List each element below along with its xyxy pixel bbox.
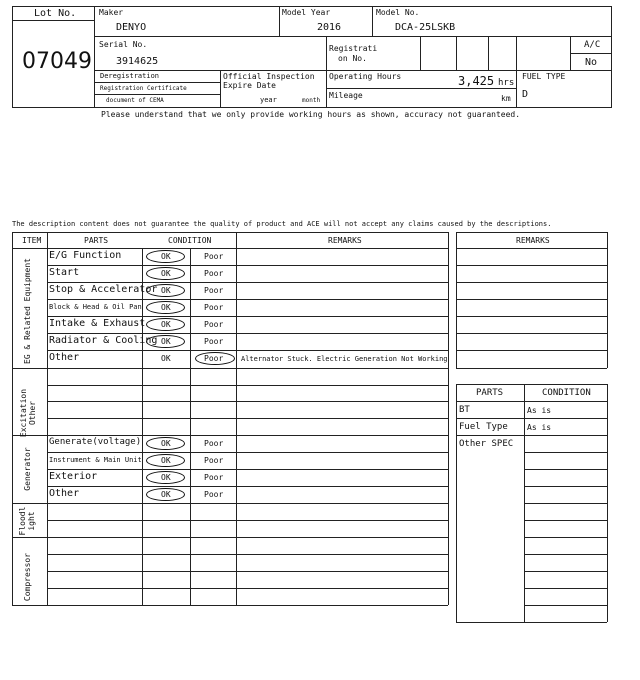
generator-part-label: Other [49, 488, 80, 499]
eg-part-label: Stop & Accelerator [49, 284, 158, 295]
generator-part-label: Exterior [49, 471, 98, 482]
poor-option: Poor [204, 320, 224, 329]
ok-selected-circle [146, 437, 185, 450]
ac-value: No [585, 57, 598, 68]
spec-part-bt: BT [459, 405, 470, 415]
eg-part-label: Other [49, 352, 80, 363]
hours-note: Please understand that we only provide working hours as shown, accuracy not guaranteed. [101, 110, 521, 119]
section-excitation-label: Excitation Other [19, 388, 37, 438]
cema-document-label: document of CEMA [106, 97, 164, 104]
ok-selected-circle [146, 267, 185, 280]
ok-option: OK [161, 320, 171, 329]
poor-option: Poor [204, 354, 224, 363]
section-generator-label: Generator [23, 447, 32, 491]
mileage-label: Mileage [329, 91, 363, 100]
spec-condition-bt: As is [527, 406, 552, 415]
month-label: month [302, 97, 321, 104]
lot-number: 07049 [22, 49, 92, 74]
spec-condition-fuel-type: As is [527, 423, 552, 432]
parts-header: PARTS [84, 236, 109, 245]
ok-option: OK [161, 473, 171, 482]
poor-option: Poor [204, 303, 224, 312]
ok-option: OK [161, 269, 171, 278]
ok-selected-circle [146, 488, 185, 501]
maker-value: DENYO [116, 22, 147, 33]
hours-unit: hrs [498, 78, 515, 88]
poor-option: Poor [204, 252, 224, 261]
deregistration-label: Deregistration [100, 72, 160, 80]
item-header: ITEM [22, 236, 42, 245]
spec-condition-header: CONDITION [542, 388, 591, 398]
ok-option: OK [161, 354, 171, 363]
fuel-type-value: D [522, 89, 529, 100]
ok-option: OK [161, 337, 171, 346]
ok-selected-circle [146, 284, 185, 297]
poor-selected-circle [195, 352, 235, 365]
model-year-label: Model Year [282, 8, 331, 17]
model-no-value: DCA-25LSKB [395, 22, 456, 33]
model-no-label: Model No. [376, 8, 420, 17]
ok-selected-circle [146, 250, 185, 263]
registration-label-2: on No. [338, 54, 367, 63]
section-compressor-label: Compressor [23, 552, 32, 602]
inspection-label-2: Expire Date [223, 81, 276, 90]
ok-selected-circle [146, 318, 185, 331]
ok-option: OK [161, 490, 171, 499]
ok-option: OK [161, 286, 171, 295]
serial-label: Serial No. [99, 40, 148, 49]
section-floodlight-label: Floodl ight [18, 506, 36, 536]
remarks-header: REMARKS [328, 236, 362, 245]
remarks-right-header: REMARKS [516, 236, 550, 245]
condition-header: CONDITION [168, 236, 212, 245]
section-eg-label: EG & Related Equipment [23, 258, 32, 364]
operating-hours-value: 3,425 [458, 74, 495, 88]
poor-option: Poor [204, 337, 224, 346]
registration-certificate-label: Registration Certificate [100, 85, 187, 92]
spec-parts-header: PARTS [476, 388, 504, 398]
spec-part-other: Other SPEC [459, 439, 514, 449]
maker-label: Maker [99, 8, 124, 17]
disclaimer: The description content does not guarantee the quality of product and ACE will not accept any claims caused by the descriptions. [12, 220, 552, 228]
eg-remark: Alternator Stuck. Electric Generation Not Working [241, 355, 448, 363]
fuel-type-label: FUEL TYPE [522, 72, 566, 81]
ac-label: A/C [584, 40, 601, 50]
poor-option: Poor [204, 439, 224, 448]
generator-part-label: Instrument & Main Unit [49, 456, 142, 464]
eg-part-label: Block & Head & Oil Pan [49, 303, 142, 311]
poor-option: Poor [204, 269, 224, 278]
model-year-value: 2016 [317, 22, 342, 33]
operating-hours-label: Operating Hours [329, 72, 402, 81]
inspection-label: Official Inspection [223, 72, 315, 81]
ok-selected-circle [146, 301, 185, 314]
eg-part-label: E/G Function [49, 250, 122, 261]
poor-option: Poor [204, 456, 224, 465]
eg-part-label: Radiator & Cooling [49, 335, 158, 346]
lot-label: Lot No. [34, 8, 77, 19]
ok-option: OK [161, 456, 171, 465]
generator-part-label: Generate(voltage) [49, 437, 142, 447]
registration-label: Registrati [329, 44, 378, 53]
poor-option: Poor [204, 286, 224, 295]
serial-value: 3914625 [116, 56, 159, 67]
year-label: year [260, 96, 277, 104]
ok-selected-circle [146, 454, 185, 467]
eg-part-label: Intake & Exhaust [49, 318, 146, 329]
km-unit: km [501, 94, 511, 103]
poor-option: Poor [204, 473, 224, 482]
spec-part-fuel-type: Fuel Type [459, 422, 508, 432]
ok-selected-circle [146, 335, 185, 348]
ok-option: OK [161, 439, 171, 448]
ok-option: OK [161, 303, 171, 312]
poor-option: Poor [204, 490, 224, 499]
ok-option: OK [161, 252, 171, 261]
ok-selected-circle [146, 471, 185, 484]
eg-part-label: Start [49, 267, 80, 278]
